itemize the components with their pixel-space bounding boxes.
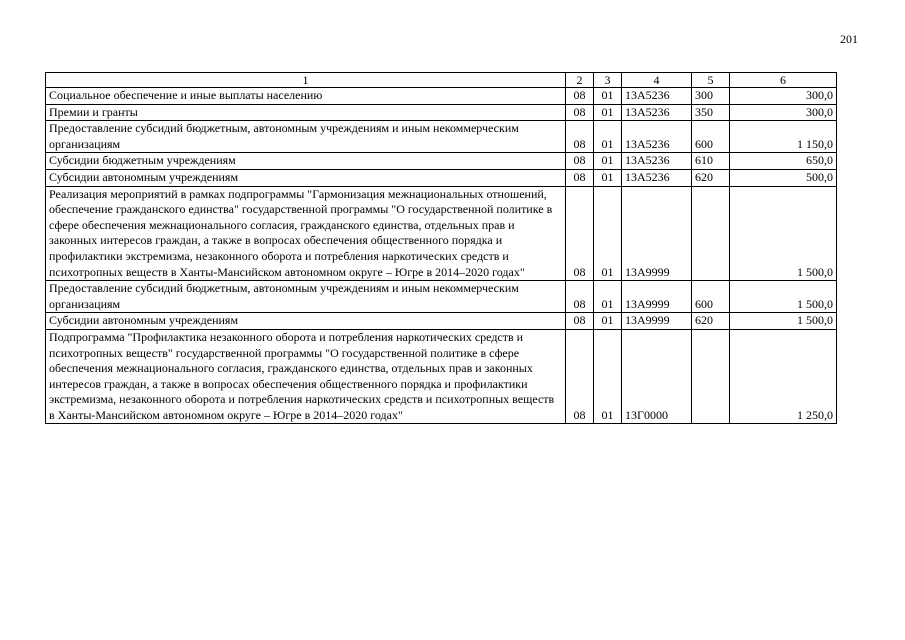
row-target-code: 13А5236	[622, 169, 692, 186]
row-name: Социальное обеспечение и иные выплаты населению	[46, 88, 566, 105]
column-header: 6	[730, 73, 837, 88]
column-header: 3	[594, 73, 622, 88]
table-row	[46, 88, 837, 105]
row-amount: 1 250,0	[730, 329, 837, 424]
row-name: Подпрограмма "Профилактика незаконного оборота и потребления наркотических средств и психотропных веществ" государственной программы "О государственной политике в сфере обеспечения межнационального согласия, гражданского единства, отдельных прав и законных интересов граждан, а также в вопросах обеспечения общественного порядка и профилактики экстремизма, незаконного оборота и потребления наркотических средств и психотропных веществ в Ханты-Мансийском автономном округе – Югре в 2014–2020 годах"	[46, 329, 566, 424]
row-amount: 500,0	[730, 169, 837, 186]
row-expense-type: 600	[692, 281, 730, 313]
row-amount: 1 500,0	[730, 313, 837, 330]
row-expense-type: 620	[692, 313, 730, 330]
row-amount: 300,0	[730, 104, 837, 121]
row-expense-type: 600	[692, 121, 730, 153]
column-header: 1	[46, 73, 566, 88]
table-row	[46, 281, 837, 313]
row-subsection: 01	[594, 153, 622, 170]
row-section: 08	[566, 329, 594, 424]
row-section: 08	[566, 88, 594, 105]
row-target-code: 13А5236	[622, 153, 692, 170]
row-expense-type: 620	[692, 169, 730, 186]
column-header: 4	[622, 73, 692, 88]
row-target-code: 13А9999	[622, 313, 692, 330]
row-subsection: 01	[594, 281, 622, 313]
row-name: Предоставление субсидий бюджетным, автономным учреждениям и иным некоммерческим организациям	[46, 121, 566, 153]
table-row	[46, 329, 837, 424]
table-header-row	[46, 73, 837, 88]
row-amount: 1 500,0	[730, 186, 837, 281]
row-subsection: 01	[594, 313, 622, 330]
row-name: Предоставление субсидий бюджетным, автономным учреждениям и иным некоммерческим организациям	[46, 281, 566, 313]
row-subsection: 01	[594, 186, 622, 281]
row-section: 08	[566, 186, 594, 281]
row-subsection: 01	[594, 329, 622, 424]
row-target-code: 13А5236	[622, 88, 692, 105]
row-name: Субсидии автономным учреждениям	[46, 169, 566, 186]
row-section: 08	[566, 121, 594, 153]
row-target-code: 13А5236	[622, 121, 692, 153]
row-section: 08	[566, 169, 594, 186]
row-amount: 650,0	[730, 153, 837, 170]
row-target-code: 13А9999	[622, 186, 692, 281]
table-row	[46, 121, 837, 153]
row-name: Реализация мероприятий в рамках подпрограммы "Гармонизация межнациональных отношений, обеспечение гражданского единства" государственной программы "О государственной политике в сфере обеспечения межнационального согласия, гражданского единства, отдельных прав и законных интересов граждан, а также в вопросах обеспечения общественного порядка и профилактики экстремизма, незаконного оборота и потребления наркотических средств и психотропных веществ в Ханты-Мансийском автономном округе – Югре в 2014–2020 годах"	[46, 186, 566, 281]
table-row	[46, 186, 837, 281]
column-header: 5	[692, 73, 730, 88]
row-name: Премии и гранты	[46, 104, 566, 121]
budget-table	[45, 72, 837, 424]
row-section: 08	[566, 313, 594, 330]
column-header: 2	[566, 73, 594, 88]
row-subsection: 01	[594, 169, 622, 186]
row-amount: 1 150,0	[730, 121, 837, 153]
row-name: Субсидии автономным учреждениям	[46, 313, 566, 330]
row-subsection: 01	[594, 104, 622, 121]
row-amount: 300,0	[730, 88, 837, 105]
row-target-code: 13А9999	[622, 281, 692, 313]
row-subsection: 01	[594, 88, 622, 105]
table-row	[46, 169, 837, 186]
row-target-code: 13А5236	[622, 104, 692, 121]
row-section: 08	[566, 153, 594, 170]
page-number: 201	[840, 32, 858, 46]
row-section: 08	[566, 104, 594, 121]
row-expense-type	[692, 186, 730, 281]
table-row	[46, 313, 837, 330]
row-expense-type: 350	[692, 104, 730, 121]
row-expense-type: 610	[692, 153, 730, 170]
table-row	[46, 104, 837, 121]
row-amount: 1 500,0	[730, 281, 837, 313]
row-section: 08	[566, 281, 594, 313]
row-expense-type	[692, 329, 730, 424]
row-expense-type: 300	[692, 88, 730, 105]
table-row	[46, 153, 837, 170]
row-subsection: 01	[594, 121, 622, 153]
row-name: Субсидии бюджетным учреждениям	[46, 153, 566, 170]
row-target-code: 13Г0000	[622, 329, 692, 424]
